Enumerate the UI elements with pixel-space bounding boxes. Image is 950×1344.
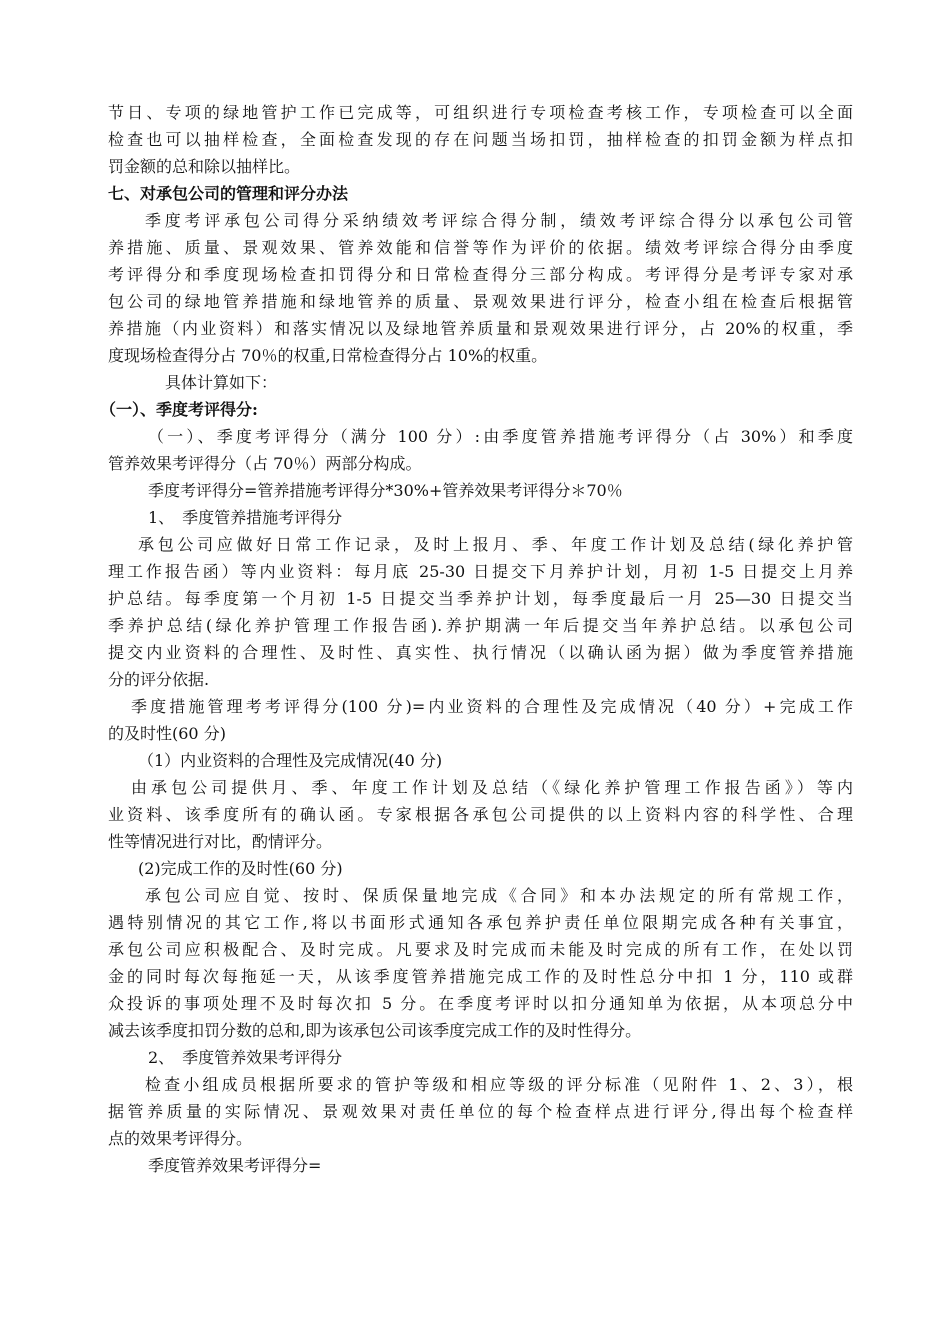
- paragraph-line: 承包公司应自觉、按时、保质保量地完成《合同》和本办法规定的所有常规工作，: [145, 886, 853, 905]
- paragraph-line: 点的效果考评得分。: [108, 1129, 253, 1148]
- paragraph-line: （一）、季度考评得分（满分 100 分）:由季度管养措施考评得分（占 30%）和季度: [148, 427, 853, 446]
- paragraph-line: 业资料、该季度所有的确认函。专家根据各承包公司提供的以上资料内容的科学性、合理: [108, 805, 853, 824]
- paragraph-line: 性等情况进行对比，酌情评分。: [108, 832, 333, 851]
- paragraph-line: 养措施（内业资料）和落实情况以及绿地管养质量和景观效果进行评分，占 20%的权重，季: [108, 319, 853, 338]
- paragraph-line: 减去该季度扣罚分数的总和,即为该承包公司该季度完成工作的及时性得分。: [108, 1021, 642, 1040]
- paragraph-line: 遇特别情况的其它工作,将以书面形式通知各承包养护责任单位限期完成各种有关事宜，: [108, 913, 853, 932]
- paragraph-line: 检查也可以抽样检查，全面检查发现的存在问题当场扣罚，抽样检查的扣罚金额为样点扣: [108, 130, 853, 149]
- paragraph-line: 提交内业资料的合理性、及时性、真实性、执行情况（以确认函为据）做为季度管养措施: [108, 643, 853, 662]
- item-heading: （1）内业资料的合理性及完成情况(40 分): [138, 751, 443, 770]
- paragraph-line: 承包公司应积极配合、及时完成。凡要求及时完成而未能及时完成的所有工作，在处以罚: [108, 940, 853, 959]
- paragraph-line: 养措施、质量、景观效果、管养效能和信誉等作为评价的依据。绩效考评综合得分由季度: [108, 238, 853, 257]
- paragraph-line: 分的评分依据.: [108, 670, 210, 689]
- paragraph-line: 节日、专项的绿地管护工作已完成等，可组织进行专项检查考核工作，专项检查可以全面: [108, 103, 853, 122]
- paragraph-line: 金的同时每次每拖延一天，从该季度管养措施完成工作的及时性总分中扣 1 分，110 或群: [108, 967, 853, 986]
- paragraph-line: 考评得分和季度现场检查扣罚得分和日常检查得分三部分构成。考评得分是考评专家对承: [108, 265, 853, 284]
- paragraph-line: 理工作报告函）等内业资料：每月底 25-30 日提交下月养护计划，月初 1-5 日提交上月养: [108, 562, 853, 581]
- formula-line: 季度管养效果考评得分=: [148, 1156, 322, 1175]
- paragraph-line: 承包公司应做好日常工作记录，及时上报月、季、年度工作计划及总结(绿化养护管: [138, 535, 853, 554]
- numbered-heading: 1、 季度管养措施考评得分: [148, 508, 343, 527]
- paragraph-line: 检查小组成员根据所要求的管护等级和相应等级的评分标准（见附件 1、2、3），根: [145, 1075, 853, 1094]
- paragraph-line: 具体计算如下：: [165, 373, 278, 392]
- numbered-heading: 2、 季度管养效果考评得分: [148, 1048, 343, 1067]
- paragraph-line: 度现场检查得分占 70％的权重,日常检查得分占 10%的权重。: [108, 346, 548, 365]
- paragraph-line: 季养护总结(绿化养护管理工作报告函).养护期满一年后提交当年养护总结。以承包公司: [108, 616, 853, 635]
- formula-line: 季度考评得分=管养措施考评得分*30%+管养效果考评得分＊70％: [148, 481, 623, 500]
- item-heading: (2)完成工作的及时性(60 分): [138, 859, 343, 878]
- paragraph-line: 据管养质量的实际情况、景观效果对责任单位的每个检查样点进行评分,得出每个检查样: [108, 1102, 853, 1121]
- paragraph-line: 季度措施管理考考评得分(100 分)=内业资料的合理性及完成情况（40 分）+完成工作: [131, 697, 853, 716]
- paragraph-line: 管养效果考评得分（占 70％）两部分构成。: [108, 454, 422, 473]
- paragraph-line: 包公司的绿地管养措施和绿地管养的质量、景观效果进行评分，检查小组在检查后根据管: [108, 292, 853, 311]
- paragraph-line: 众投诉的事项处理不及时每次扣 5 分。在季度考评时以扣分通知单为依据，从本项总分中: [108, 994, 853, 1013]
- paragraph-line: 罚金额的总和除以抽样比。: [108, 157, 301, 176]
- paragraph-line: 护总结。每季度第一个月初 1-5 日提交当季养护计划，每季度最后一月 25—30 日提交当: [108, 589, 853, 608]
- section-heading: 七、对承包公司的管理和评分办法: [108, 184, 349, 203]
- subsection-heading: （一）、季度考评得分:: [100, 400, 258, 419]
- paragraph-line: 的及时性(60 分): [108, 724, 226, 743]
- paragraph-line: 季度考评承包公司得分采纳绩效考评综合得分制，绩效考评综合得分以承包公司管: [145, 211, 853, 230]
- paragraph-line: 由承包公司提供月、季、年度工作计划及总结（《绿化养护管理工作报告函》）等内: [131, 778, 853, 797]
